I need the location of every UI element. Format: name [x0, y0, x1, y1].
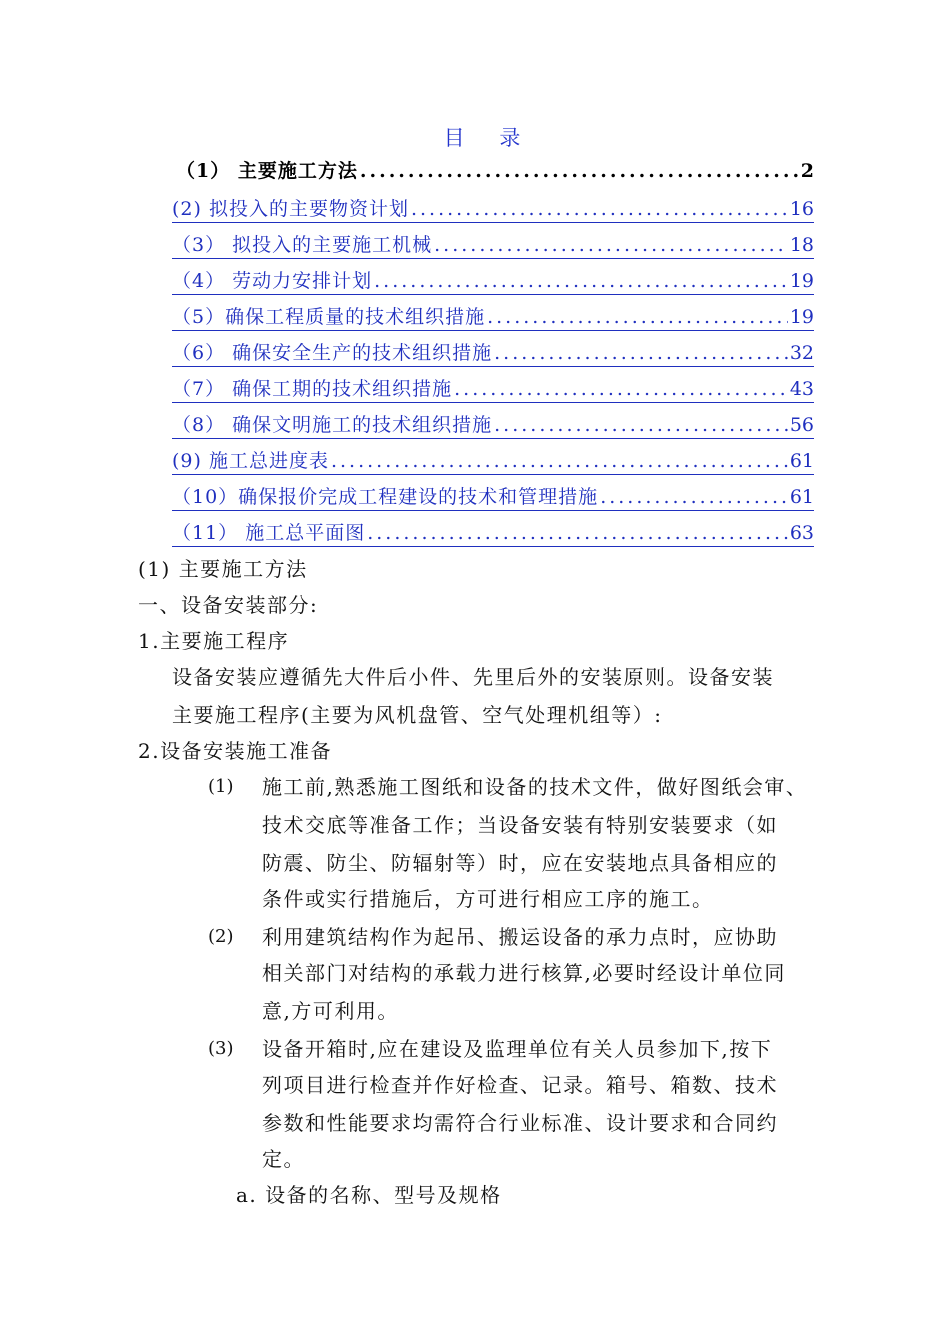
- sub-item-a: a. 设备的名称、型号及规格: [236, 1183, 502, 1207]
- toc-entry-label: （6） 确保安全生产的技术组织措施: [172, 342, 493, 364]
- toc-leader-dots: [487, 304, 788, 330]
- toc-entry-1[interactable]: [176, 154, 814, 184]
- toc-entry-page: 56: [789, 414, 814, 436]
- toc-entry-9[interactable]: [172, 444, 814, 475]
- toc-entry-label: （10）确保报价完成工程建设的技术和管理措施: [172, 486, 599, 508]
- list-item-line: 定。: [262, 1147, 305, 1171]
- toc-entry-6[interactable]: [172, 336, 814, 367]
- list-item-line: 条件或实行措施后，方可进行相应工序的施工。: [262, 887, 714, 911]
- list-item-line: 参数和性能要求均需符合行业标准、设计要求和合同约: [262, 1111, 778, 1135]
- toc-entry-11[interactable]: [172, 516, 814, 547]
- toc-entry-page: 61: [789, 486, 814, 508]
- toc-entry-page: 19: [789, 270, 814, 292]
- list-item-line: 意,方可利用。: [262, 999, 399, 1023]
- toc-entry-page: 18: [789, 234, 814, 256]
- list-item-number: (1): [208, 776, 234, 797]
- toc-entry-10[interactable]: [172, 480, 814, 511]
- toc-entry-page: 32: [789, 342, 814, 364]
- toc-leader-dots: [374, 268, 788, 294]
- paragraph-line: 主要施工程序(主要为风机盘管、空气处理机组等）:: [172, 703, 663, 727]
- toc-leader-dots: [411, 196, 788, 222]
- list-item-line: 防震、防尘、防辐射等）时，应在安装地点具备相应的: [262, 851, 778, 875]
- toc-entry-2[interactable]: [172, 192, 814, 223]
- section-heading: (1) 主要施工方法: [138, 557, 308, 581]
- list-item-line: 相关部门对结构的承载力进行核算,必要时经设计单位同: [262, 961, 786, 985]
- heading-1: 1.主要施工程序: [138, 629, 290, 653]
- toc-entry-label: (9) 施工总进度表: [172, 450, 329, 472]
- toc-entry-3[interactable]: [172, 228, 814, 259]
- toc-leader-dots: [600, 484, 788, 510]
- toc-entry-label: （8） 确保文明施工的技术组织措施: [172, 414, 493, 436]
- toc-entry-page: 2: [800, 160, 814, 182]
- toc-entry-label: （11） 施工总平面图: [172, 522, 366, 544]
- list-item-line: 列项目进行检查并作好检查、记录。箱号、箱数、技术: [262, 1073, 778, 1097]
- list-item-number: (2): [208, 926, 234, 947]
- toc-entry-page: 19: [789, 306, 814, 328]
- toc-leader-dots: [454, 376, 788, 402]
- list-item-number: (3): [208, 1038, 234, 1059]
- toc-entry-label: （1） 主要施工方法: [176, 160, 358, 182]
- toc-leader-dots: [494, 340, 788, 366]
- toc-entry-8[interactable]: [172, 408, 814, 439]
- heading-2: 2.设备安装施工准备: [138, 739, 333, 763]
- toc-title: 目 录: [443, 126, 535, 150]
- toc-leader-dots: [331, 448, 788, 474]
- toc-entry-label: （7） 确保工期的技术组织措施: [172, 378, 453, 400]
- list-item-line: 技术交底等准备工作；当设备安装有特别安装要求（如: [262, 813, 778, 837]
- paragraph-line: 设备安装应遵循先大件后小件、先里后外的安装原则。设备安装: [172, 665, 774, 689]
- part-heading: 一、设备安装部分:: [138, 593, 319, 617]
- toc-entry-page: 16: [789, 198, 814, 220]
- toc-leader-dots: [434, 232, 788, 258]
- toc-entry-label: （4） 劳动力安排计划: [172, 270, 373, 292]
- list-item-line: 设备开箱时,应在建设及监理单位有关人员参加下,按下: [262, 1037, 773, 1061]
- list-item-line: 施工前,熟悉施工图纸和设备的技术文件，做好图纸会审、: [262, 775, 808, 799]
- toc-entry-page: 63: [789, 522, 814, 544]
- toc-entry-label: (2) 拟投入的主要物资计划: [172, 198, 409, 220]
- toc-entry-label: （5）确保工程质量的技术组织措施: [172, 306, 486, 328]
- toc-entry-label: （3） 拟投入的主要施工机械: [172, 234, 433, 256]
- toc-entry-page: 61: [789, 450, 814, 472]
- toc-entry-5[interactable]: [172, 300, 814, 331]
- list-item-line: 利用建筑结构作为起吊、搬运设备的承力点时，应协助: [262, 925, 778, 949]
- toc-leader-dots: [494, 412, 788, 438]
- toc-leader-dots: [367, 520, 788, 546]
- toc-leader-dots: [360, 158, 799, 184]
- toc-entry-7[interactable]: [172, 372, 814, 403]
- toc-entry-4[interactable]: [172, 264, 814, 295]
- toc-entry-page: 43: [789, 378, 814, 400]
